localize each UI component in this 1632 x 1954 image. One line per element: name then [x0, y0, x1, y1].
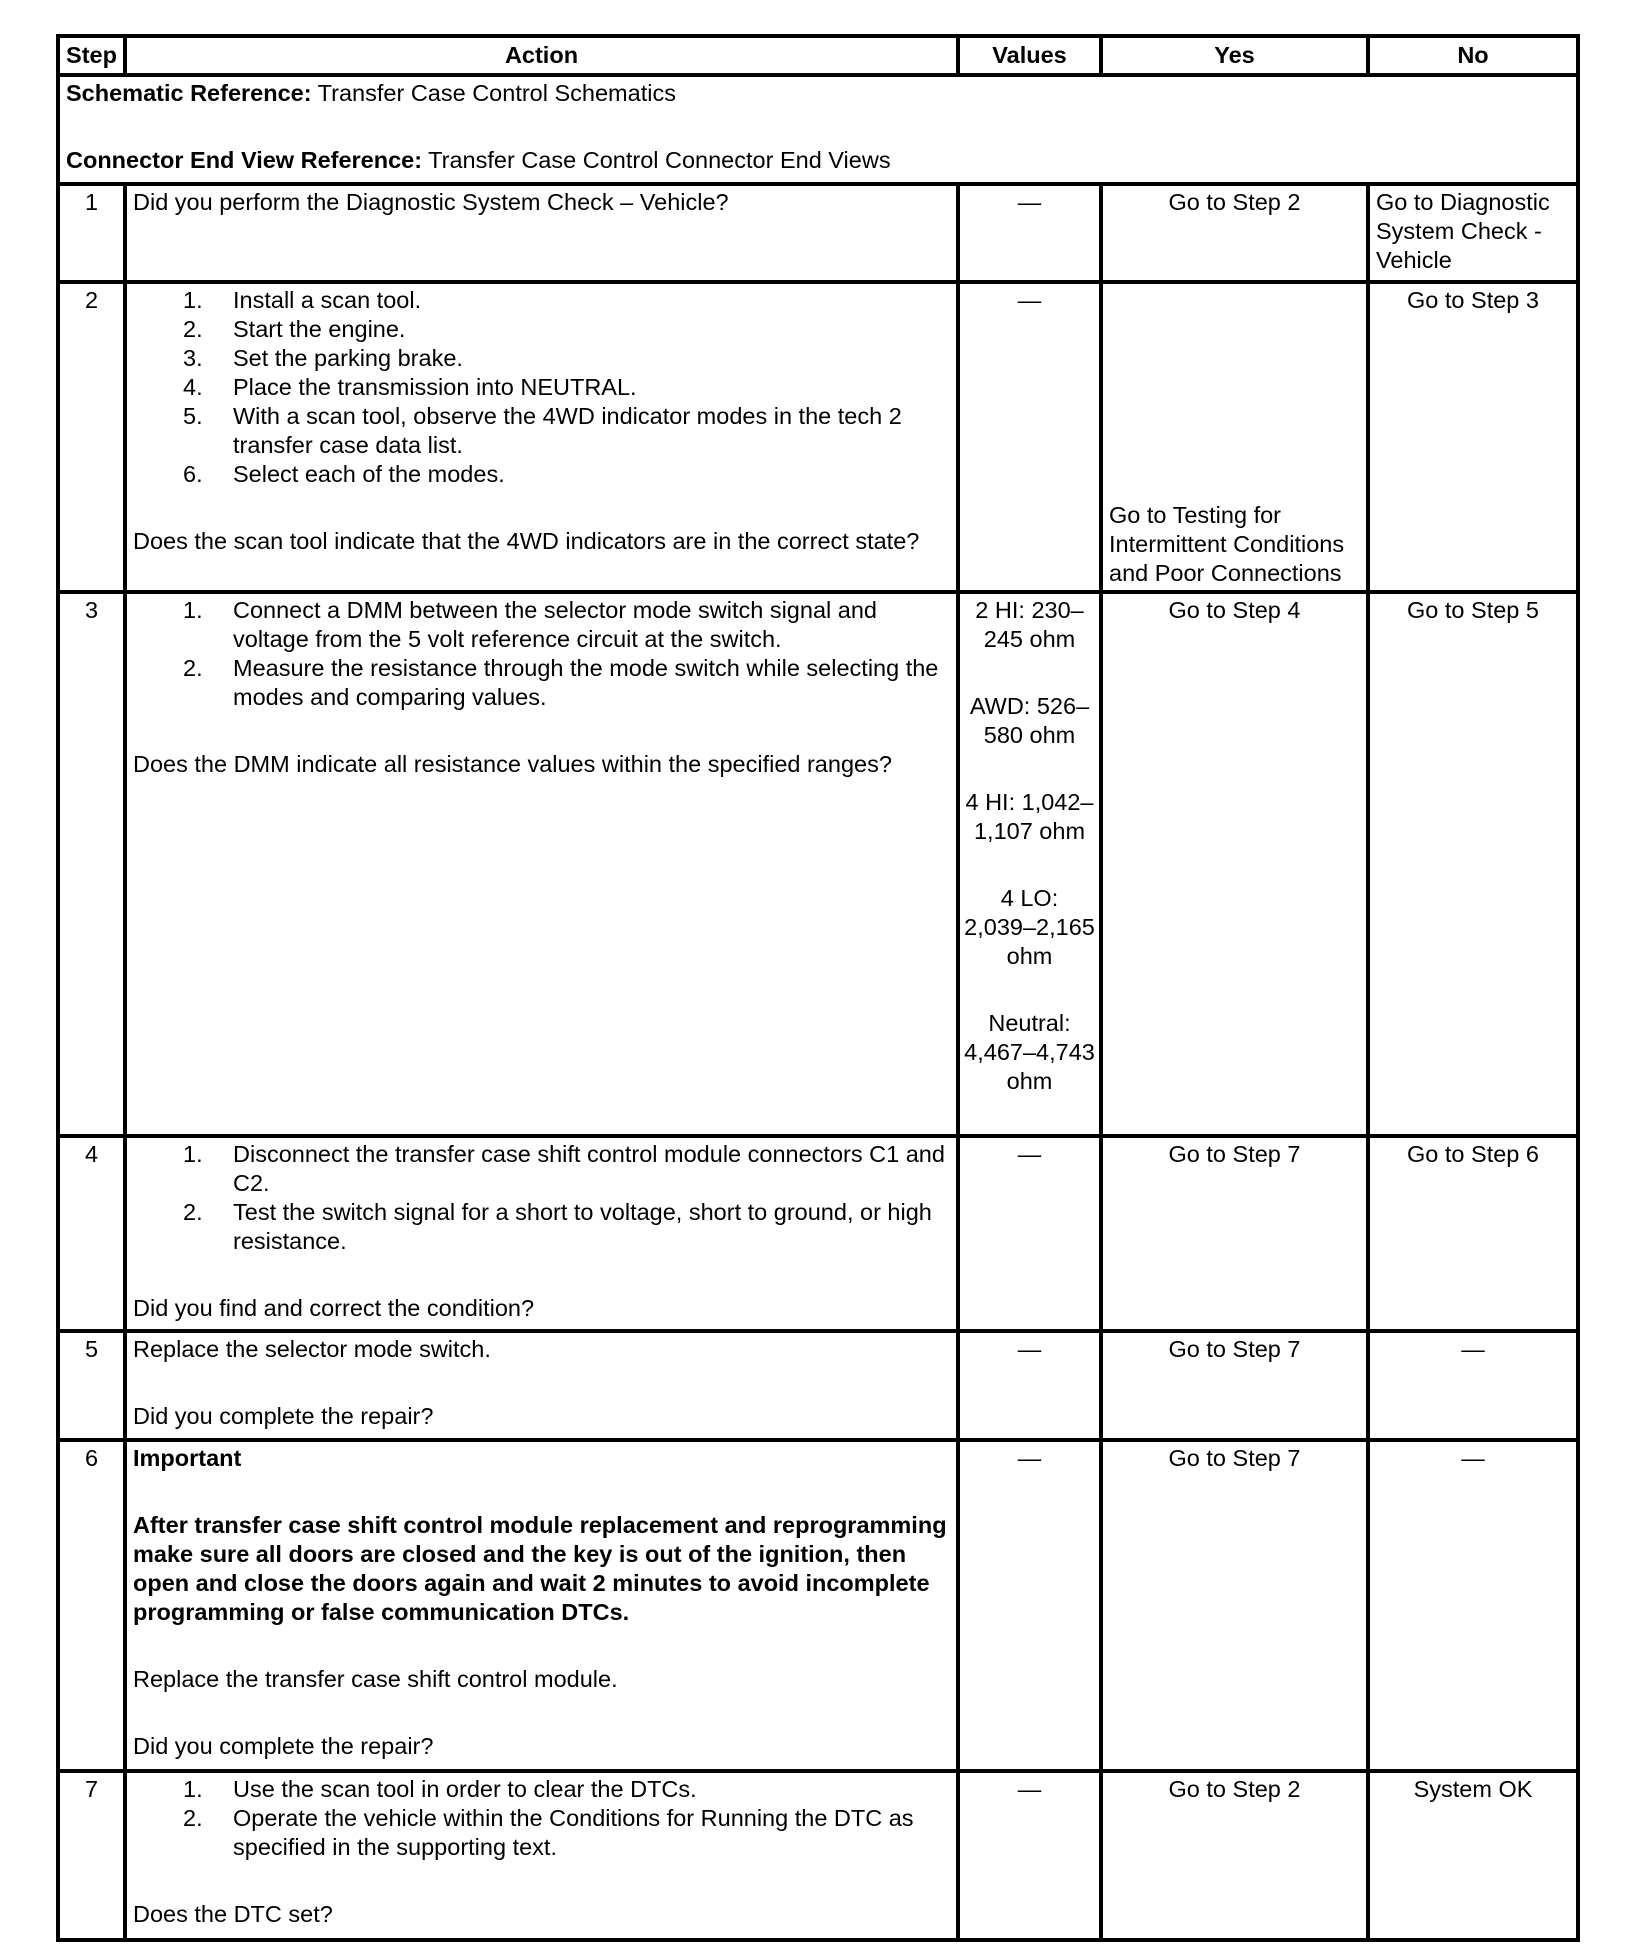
list-item-text: Install a scan tool.: [233, 287, 422, 313]
yes-cell: Go to Testing for Intermittent Conditions and Poor Connections: [1101, 282, 1368, 592]
values-cell: —: [958, 1771, 1101, 1940]
list-item-text: Place the transmission into NEUTRAL.: [233, 374, 637, 400]
procedure-list: [133, 286, 950, 489]
table-row: [58, 1331, 1578, 1440]
step-number: 6: [58, 1440, 125, 1771]
connector-reference-label: Connector End View Reference:: [66, 147, 423, 173]
no-cell: Go to Step 5: [1368, 592, 1578, 1136]
no-cell: Go to Step 6: [1368, 1136, 1578, 1331]
yes-cell: Go to Step 7: [1101, 1331, 1368, 1440]
list-item-number: 1.: [183, 597, 203, 623]
action-cell: [125, 1771, 958, 1940]
step-number: 1: [58, 184, 125, 282]
values-cell: —: [958, 1136, 1101, 1331]
question-text: Did you complete the repair?: [133, 1403, 434, 1429]
list-item-text: Connect a DMM between the selector mode switch signal and voltage from the 5 volt reference circuit at the switch.: [233, 597, 877, 652]
list-item: [133, 596, 950, 654]
important-label: Important: [133, 1445, 242, 1471]
action-cell: [125, 282, 958, 592]
list-item: [133, 460, 950, 489]
list-item-number: 2.: [183, 1199, 203, 1225]
resistance-value: Neutral: 4,467–4,743 ohm: [964, 1010, 1095, 1094]
values-cell: [958, 592, 1101, 1136]
schematic-reference-label: Schematic Reference:: [66, 80, 312, 106]
table-row: [58, 282, 1578, 592]
list-item-number: 3.: [183, 345, 203, 371]
list-item: [133, 373, 950, 402]
header-values: Values: [958, 36, 1101, 75]
action-cell: [125, 592, 958, 1136]
list-item: [133, 654, 950, 712]
no-cell: Go to Diagnostic System Check - Vehicle: [1368, 184, 1578, 282]
list-item-text: With a scan tool, observe the 4WD indicator modes in the tech 2 transfer case data list.: [233, 403, 902, 458]
list-item-text: Set the parking brake.: [233, 345, 463, 371]
yes-cell: Go to Step 2: [1101, 184, 1368, 282]
list-item-number: 2.: [183, 1805, 203, 1831]
list-item-number: 5.: [183, 403, 203, 429]
action-cell: [125, 1136, 958, 1331]
yes-cell: Go to Step 7: [1101, 1136, 1368, 1331]
table-row: [58, 1136, 1578, 1331]
list-item-number: 6.: [183, 461, 203, 487]
resistance-value: 4 HI: 1,042–1,107 ohm: [965, 789, 1094, 844]
action-cell: [125, 184, 958, 282]
action-text: Replace the transfer case shift control module.: [133, 1666, 618, 1692]
table-row: [58, 592, 1578, 1136]
table-row: [58, 184, 1578, 282]
question-text: Does the DMM indicate all resistance values within the specified ranges?: [133, 751, 892, 777]
list-item-text: Disconnect the transfer case shift control module connectors C1 and C2.: [233, 1141, 945, 1196]
header-yes: Yes: [1101, 36, 1368, 75]
action-text: Replace the selector mode switch.: [133, 1336, 491, 1362]
table-row: [58, 1440, 1578, 1771]
schematic-reference-text: Transfer Case Control Schematics: [311, 80, 676, 106]
header-step: Step: [58, 36, 125, 75]
list-item-number: 2.: [183, 316, 203, 342]
no-cell: —: [1368, 1331, 1578, 1440]
action-cell: [125, 1331, 958, 1440]
header-no: No: [1368, 36, 1578, 75]
header-row: [58, 36, 1578, 75]
header-action: Action: [125, 36, 958, 75]
resistance-value: 2 HI: 230–245 ohm: [975, 597, 1084, 652]
list-item: [133, 315, 950, 344]
resistance-value: AWD: 526–580 ohm: [969, 693, 1090, 748]
values-cell: —: [958, 282, 1101, 592]
step-number: 7: [58, 1771, 125, 1940]
step-number: 5: [58, 1331, 125, 1440]
no-cell: Go to Step 3: [1368, 282, 1578, 592]
no-cell: —: [1368, 1440, 1578, 1771]
list-item: [133, 1198, 950, 1256]
question-text: Does the scan tool indicate that the 4WD indicators are in the correct state?: [133, 528, 920, 554]
schematic-reference: [66, 79, 1570, 108]
list-item-number: 4.: [183, 374, 203, 400]
list-item-text: Test the switch signal for a short to voltage, short to ground, or high resistance.: [233, 1199, 932, 1254]
list-item: [133, 402, 950, 460]
values-cell: —: [958, 184, 1101, 282]
question-text: Did you perform the Diagnostic System Check – Vehicle?: [133, 189, 729, 215]
no-cell: System OK: [1368, 1771, 1578, 1940]
reference-cell: [58, 75, 1578, 184]
list-item-text: Use the scan tool in order to clear the DTCs.: [233, 1776, 697, 1802]
list-item-number: 1.: [183, 1776, 203, 1802]
question-text: Did you find and correct the condition?: [133, 1295, 535, 1321]
values-cell: —: [958, 1331, 1101, 1440]
procedure-list: [133, 1775, 950, 1862]
table-row: [58, 1771, 1578, 1940]
list-item: [133, 1775, 950, 1804]
diagnostic-table: [56, 34, 1580, 1942]
list-item-text: Start the engine.: [233, 316, 406, 342]
question-text: Does the DTC set?: [133, 1901, 333, 1927]
list-item: [133, 286, 950, 315]
list-item-text: Select each of the modes.: [233, 461, 505, 487]
action-cell: [125, 1440, 958, 1771]
procedure-list: [133, 596, 950, 712]
list-item-number: 2.: [183, 655, 203, 681]
important-note: After transfer case shift control module replacement and reprogramming make sure all doors are closed and the key is out of the ignition, then open and close the doors again and wait 2 minutes to avoid incomplete programming or false communication DTCs.: [133, 1512, 947, 1625]
yes-cell: Go to Step 4: [1101, 592, 1368, 1136]
connector-reference: [66, 146, 1570, 175]
yes-cell: Go to Step 2: [1101, 1771, 1368, 1940]
step-number: 2: [58, 282, 125, 592]
procedure-list: [133, 1140, 950, 1256]
reference-row: [58, 75, 1578, 184]
step-number: 4: [58, 1136, 125, 1331]
list-item-number: 1.: [183, 287, 203, 313]
resistance-value: 4 LO: 2,039–2,165 ohm: [964, 885, 1095, 969]
list-item-number: 1.: [183, 1141, 203, 1167]
list-item: [133, 1804, 950, 1862]
connector-reference-text: Transfer Case Control Connector End Views: [422, 147, 891, 173]
list-item-text: Operate the vehicle within the Conditions for Running the DTC as specified in the supporting text.: [233, 1805, 914, 1860]
list-item: [133, 344, 950, 373]
values-cell: —: [958, 1440, 1101, 1771]
step-number: 3: [58, 592, 125, 1136]
list-item-text: Measure the resistance through the mode switch while selecting the modes and comparing values.: [233, 655, 939, 710]
question-text: Did you complete the repair?: [133, 1733, 434, 1759]
list-item: [133, 1140, 950, 1198]
yes-cell: Go to Step 7: [1101, 1440, 1368, 1771]
